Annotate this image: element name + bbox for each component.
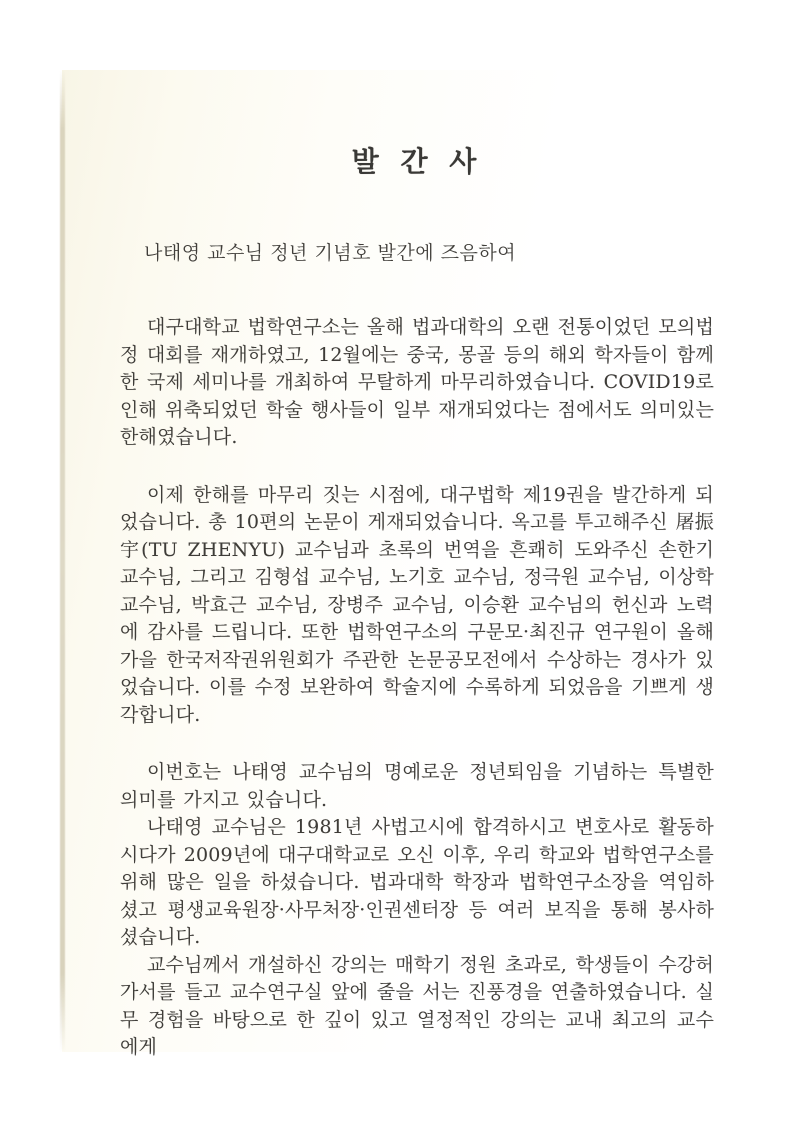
- page-content: [120, 70, 714, 1062]
- paragraph-4: 나태영 교수님은 1981년 사법고시에 합격하시고 변호사로 활동하시다가 2009년에 대구대학교로 오신 이후, 우리 학교와 법학연구소를 위해 많은 일을 하셨습니다. 법과대학 학장과 법학연구소장을 역임하셨고 평생교육원장·사무처장·인권센터장 등 여러 보직을 통해 봉사하셨습니다.: [120, 816, 714, 948]
- page-left-edge-shadow: [60, 70, 65, 1052]
- body-text: [120, 314, 714, 1062]
- paragraph-3: 이번호는 나태영 교수님의 명예로운 정년퇴임을 기념하는 특별한 의미를 가지고 있습니다.: [120, 761, 714, 811]
- paragraph-5: 교수님께서 개설하신 강의는 매학기 정원 초과로, 학생들이 수강허가서를 들고 교수연구실 앞에 줄을 서는 진풍경을 연출하였습니다. 실무 경험을 바탕으로 한 깊이 있고 열정적인 강의는 교내 최고의 교수에게: [120, 953, 714, 1058]
- paragraph-2: 이제 한해를 마무리 짓는 시점에, 대구법학 제19권을 발간하게 되었습니다. 총 10편의 논문이 게재되었습니다. 옥고를 투고해주신 屠振宇(TU ZHENYU) 교수님과 초록의 번역을 흔쾌히 도와주신 손한기 교수님, 그리고 김형섭 교수님, 노기호 교수님, 정극원 교수님, 이상학 교수님, 박효근 교수님, 장병주 교수님, 이승환 교수님의 헌신과 노력에 감사를 드립니다. 또한 법학연구소의 구문모·최진규 연구원이 올해 가을 한국저작권위원회가 주관한 논문공모전에서 수상하는 경사가 있었습니다. 이를 수정 보완하여 학술지에 수록하게 되었음을 기쁘게 생각합니다.: [120, 483, 714, 726]
- paragraph-1: 대구대학교 법학연구소는 올해 법과대학의 오랜 전통이었던 모의법정 대회를 재개하였고, 12월에는 중국, 몽골 등의 해외 학자들이 함께 한 국제 세미나를 개최하여 무탈하게 마무리하였습니다. COVID19로 인해 위축되었던 학술 행사들이 일부 재개되었다는 점에서도 의미있는 한해였습니다.: [120, 316, 714, 448]
- page-title: 발 간 사: [351, 145, 483, 178]
- scanned-page: [62, 70, 762, 1058]
- page-subtitle: 나태영 교수님 정년 기념호 발간에 즈음하여: [144, 242, 517, 264]
